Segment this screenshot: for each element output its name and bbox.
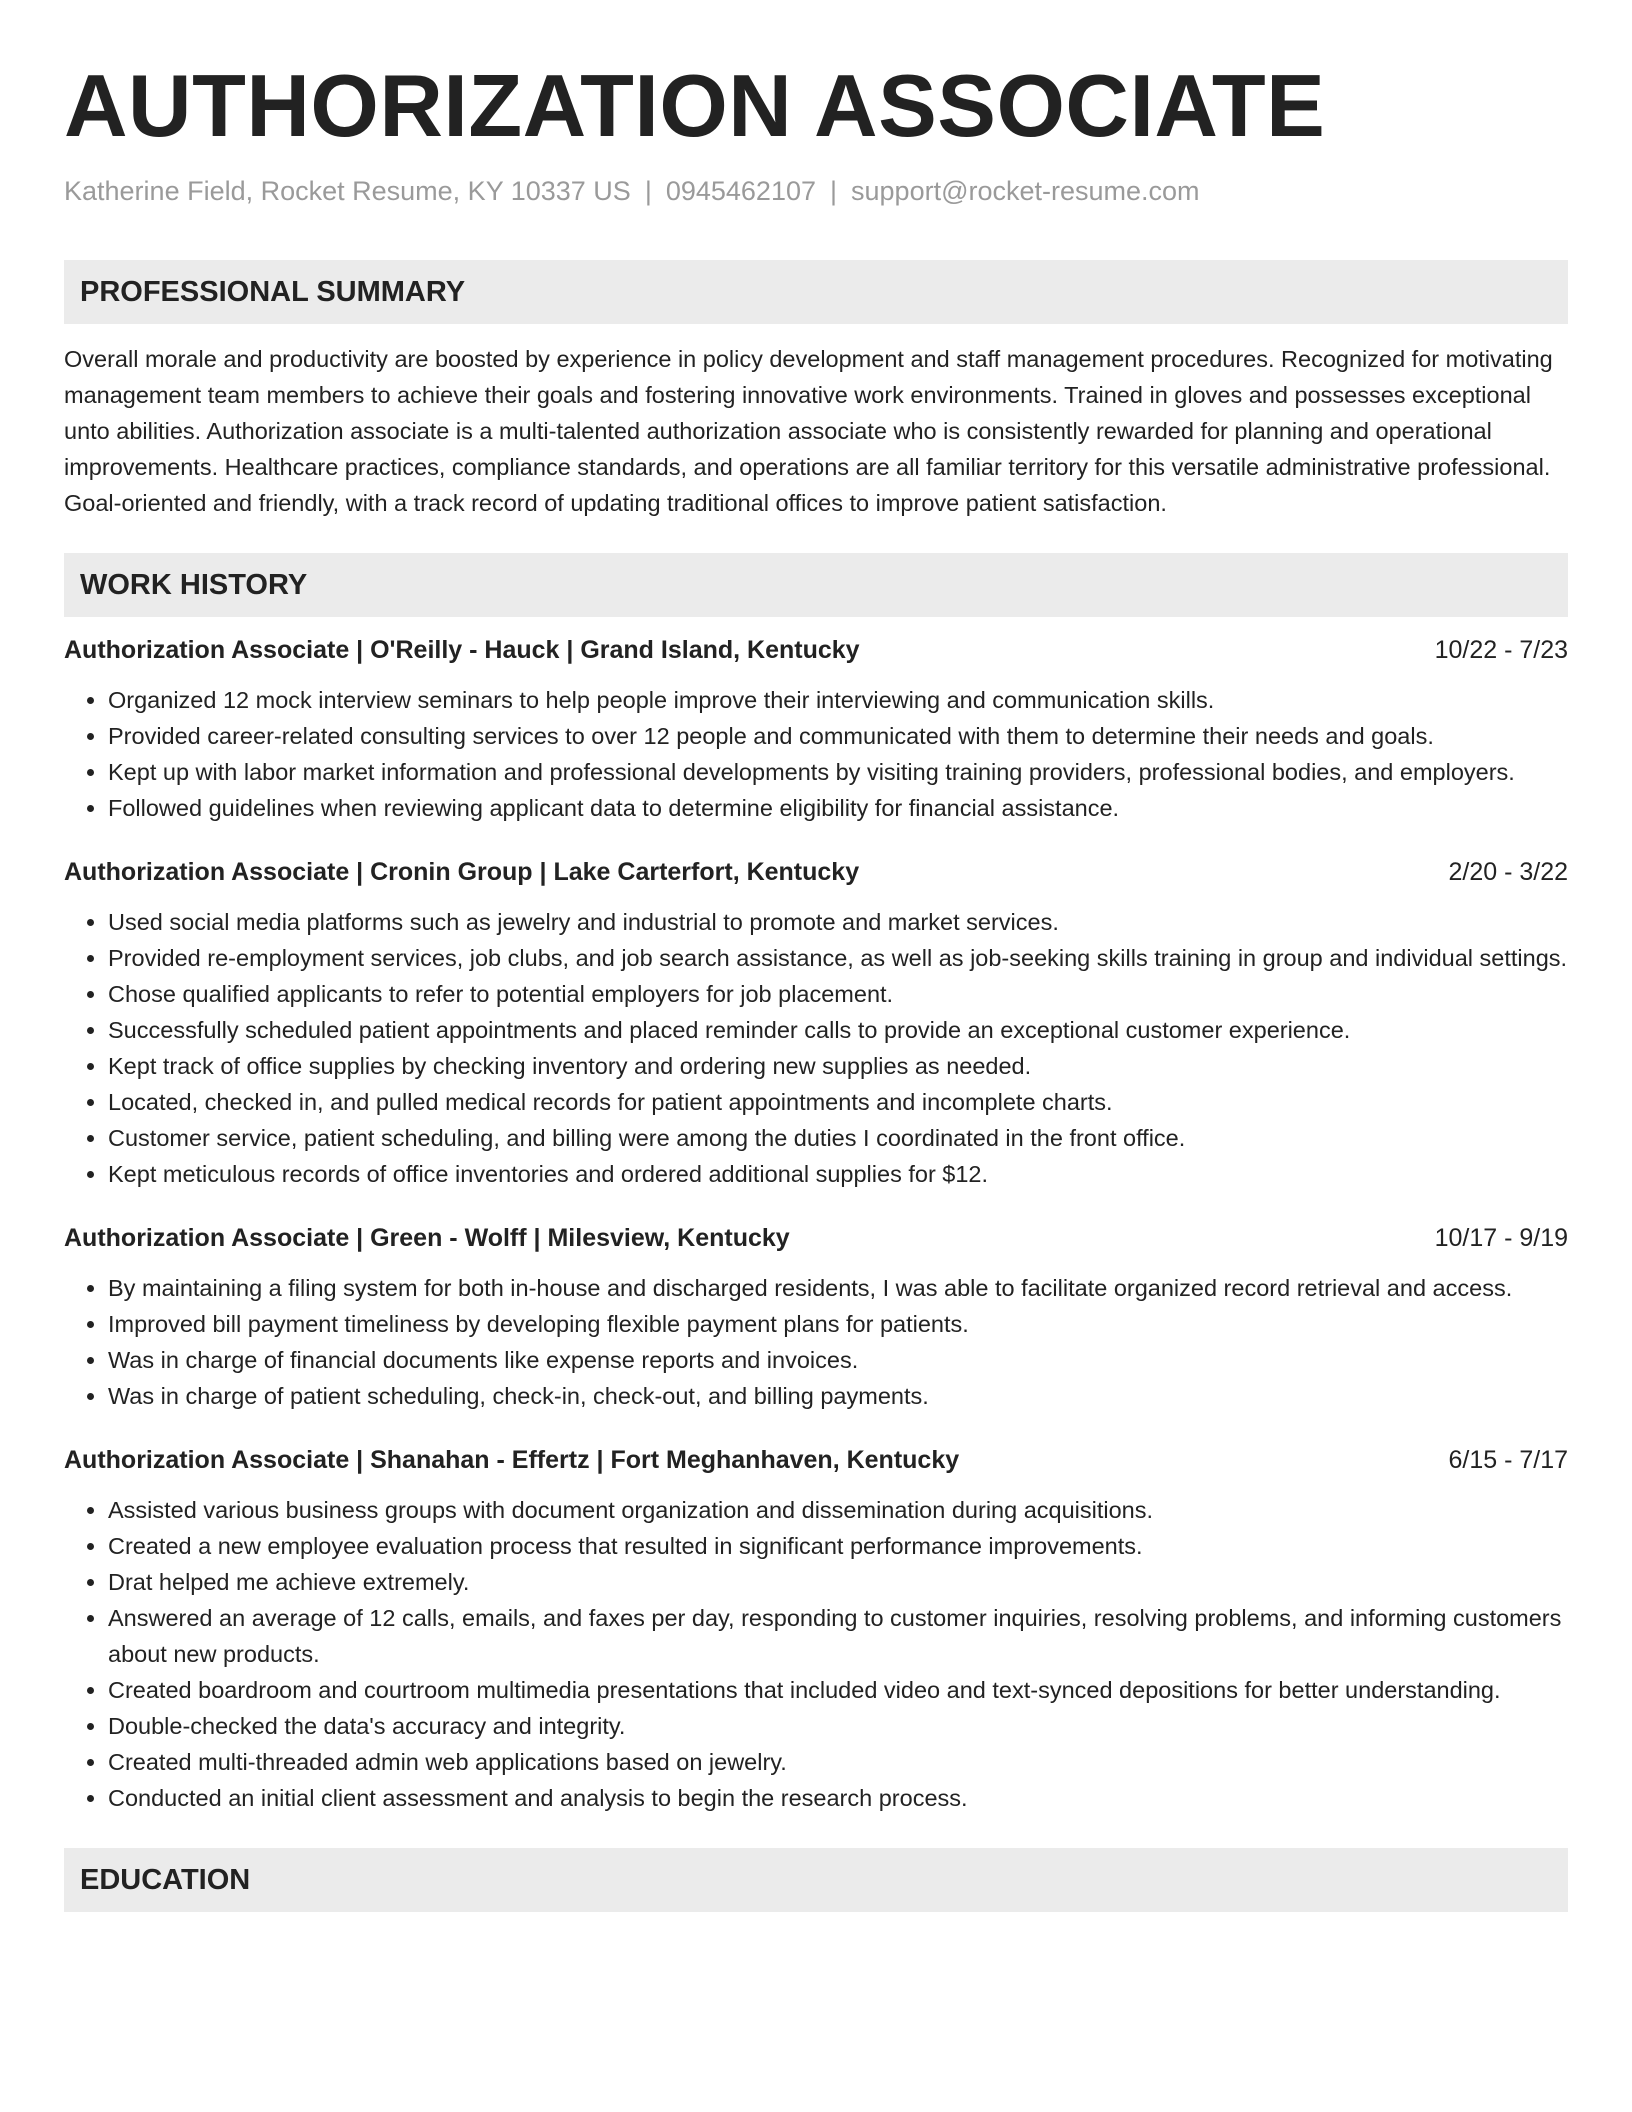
contact-line bbox=[64, 174, 1568, 208]
job-bullet: • Chose qualified applicants to refer to potential employers for job placement. bbox=[108, 976, 1568, 1012]
job-entry bbox=[64, 855, 1568, 1192]
job-dates: 10/17 - 9/19 bbox=[1434, 1224, 1568, 1252]
job-bullet: • Created multi-threaded admin web applications based on jewelry. bbox=[108, 1744, 1568, 1780]
section-heading-education: EDUCATION bbox=[64, 1848, 1568, 1912]
summary-text: Overall morale and productivity are boosted by experience in policy development and staff management procedures. Recognized for motivating management team members to achieve their goals and fostering innovative work environments. Trained in gloves and possesses exceptional unto abilities. Authorization associate is a multi-talented authorization associate who is consistently rewarded for planning and operational improvements. Healthcare practices, compliance standards, and operations are all familiar territory for this versatile administrative professional. Goal-oriented and friendly, with a track record of updating traditional offices to improve patient satisfaction. bbox=[64, 346, 1553, 516]
job-bullet: • Answered an average of 12 calls, emails, and faxes per day, responding to customer inquiries, resolving problems, and informing customers about new products. bbox=[108, 1600, 1568, 1672]
job-bullet: • Was in charge of financial documents like expense reports and invoices. bbox=[108, 1342, 1568, 1378]
job-dates: 6/15 - 7/17 bbox=[1448, 1446, 1568, 1474]
job-bullet: • Double-checked the data's accuracy and integrity. bbox=[108, 1708, 1568, 1744]
job-bullet: • Customer service, patient scheduling, and billing were among the duties I coordinated in the front office. bbox=[108, 1120, 1568, 1156]
job-bullet: • Followed guidelines when reviewing applicant data to determine eligibility for financial assistance. bbox=[108, 790, 1568, 826]
job-bullet: • Successfully scheduled patient appointments and placed reminder calls to provide an exceptional customer experience. bbox=[108, 1012, 1568, 1048]
job-header bbox=[64, 855, 1568, 889]
job-entry bbox=[64, 1443, 1568, 1816]
job-entry bbox=[64, 1221, 1568, 1414]
job-bullet: • Kept up with labor market information and professional developments by visiting training providers, professional bodies, and employers. bbox=[108, 754, 1568, 790]
job-bullet: • Improved bill payment timeliness by developing flexible payment plans for patients. bbox=[108, 1306, 1568, 1342]
resume-title: AUTHORIZATION ASSOCIATE bbox=[64, 56, 1326, 155]
job-entry bbox=[64, 633, 1568, 826]
section-heading-summary: PROFESSIONAL SUMMARY bbox=[64, 260, 1568, 324]
job-bullets bbox=[64, 682, 1568, 826]
job-bullet: • Organized 12 mock interview seminars to help people improve their interviewing and communication skills. bbox=[108, 682, 1568, 718]
job-title: Authorization Associate | Shanahan - Effertz | Fort Meghanhaven, Kentucky bbox=[64, 1446, 960, 1474]
job-bullet: • Created boardroom and courtroom multimedia presentations that included video and text-synced depositions for better understanding. bbox=[108, 1672, 1568, 1708]
job-dates: 2/20 - 3/22 bbox=[1448, 858, 1568, 886]
contact-separator: | bbox=[644, 176, 652, 206]
job-bullets bbox=[64, 1492, 1568, 1816]
job-title: Authorization Associate | Cronin Group | Lake Carterfort, Kentucky bbox=[64, 858, 860, 886]
contact-email: support@rocket-resume.com bbox=[851, 176, 1200, 206]
job-bullet: • Assisted various business groups with document organization and dissemination during acquisitions. bbox=[108, 1492, 1568, 1528]
job-bullets bbox=[64, 904, 1568, 1192]
job-bullet: • Provided re-employment services, job clubs, and job search assistance, as well as job-seeking skills training in group and individual settings. bbox=[108, 940, 1568, 976]
contact-address: Katherine Field, Rocket Resume, KY 10337 US bbox=[64, 176, 631, 206]
job-bullet: • Created a new employee evaluation process that resulted in significant performance improvements. bbox=[108, 1528, 1568, 1564]
job-bullet: • Kept track of office supplies by checking inventory and ordering new supplies as needed. bbox=[108, 1048, 1568, 1084]
job-header bbox=[64, 1221, 1568, 1255]
job-bullet: • By maintaining a filing system for both in-house and discharged residents, I was able to facilitate organized record retrieval and access. bbox=[108, 1270, 1568, 1306]
job-bullet: • Provided career-related consulting services to over 12 people and communicated with them to determine their needs and goals. bbox=[108, 718, 1568, 754]
job-bullet: • Located, checked in, and pulled medical records for patient appointments and incomplete charts. bbox=[108, 1084, 1568, 1120]
job-bullets bbox=[64, 1270, 1568, 1414]
job-bullet: • Was in charge of patient scheduling, check-in, check-out, and billing payments. bbox=[108, 1378, 1568, 1414]
job-bullet: • Used social media platforms such as jewelry and industrial to promote and market services. bbox=[108, 904, 1568, 940]
job-bullet: • Drat helped me achieve extremely. bbox=[108, 1564, 1568, 1600]
job-header bbox=[64, 1443, 1568, 1477]
contact-phone: 0945462107 bbox=[665, 176, 816, 206]
resume-page bbox=[64, 0, 1568, 1912]
section-heading-work-history: WORK HISTORY bbox=[64, 553, 1568, 617]
job-bullet: • Kept meticulous records of office inventories and ordered additional supplies for $12. bbox=[108, 1156, 1568, 1192]
job-title: Authorization Associate | O'Reilly - Hauck | Grand Island, Kentucky bbox=[64, 636, 860, 664]
job-dates: 10/22 - 7/23 bbox=[1434, 636, 1568, 664]
job-header bbox=[64, 633, 1568, 667]
contact-separator: | bbox=[830, 176, 838, 206]
job-title: Authorization Associate | Green - Wolff | Milesview, Kentucky bbox=[64, 1224, 790, 1252]
job-bullet: • Conducted an initial client assessment and analysis to begin the research process. bbox=[108, 1780, 1568, 1816]
